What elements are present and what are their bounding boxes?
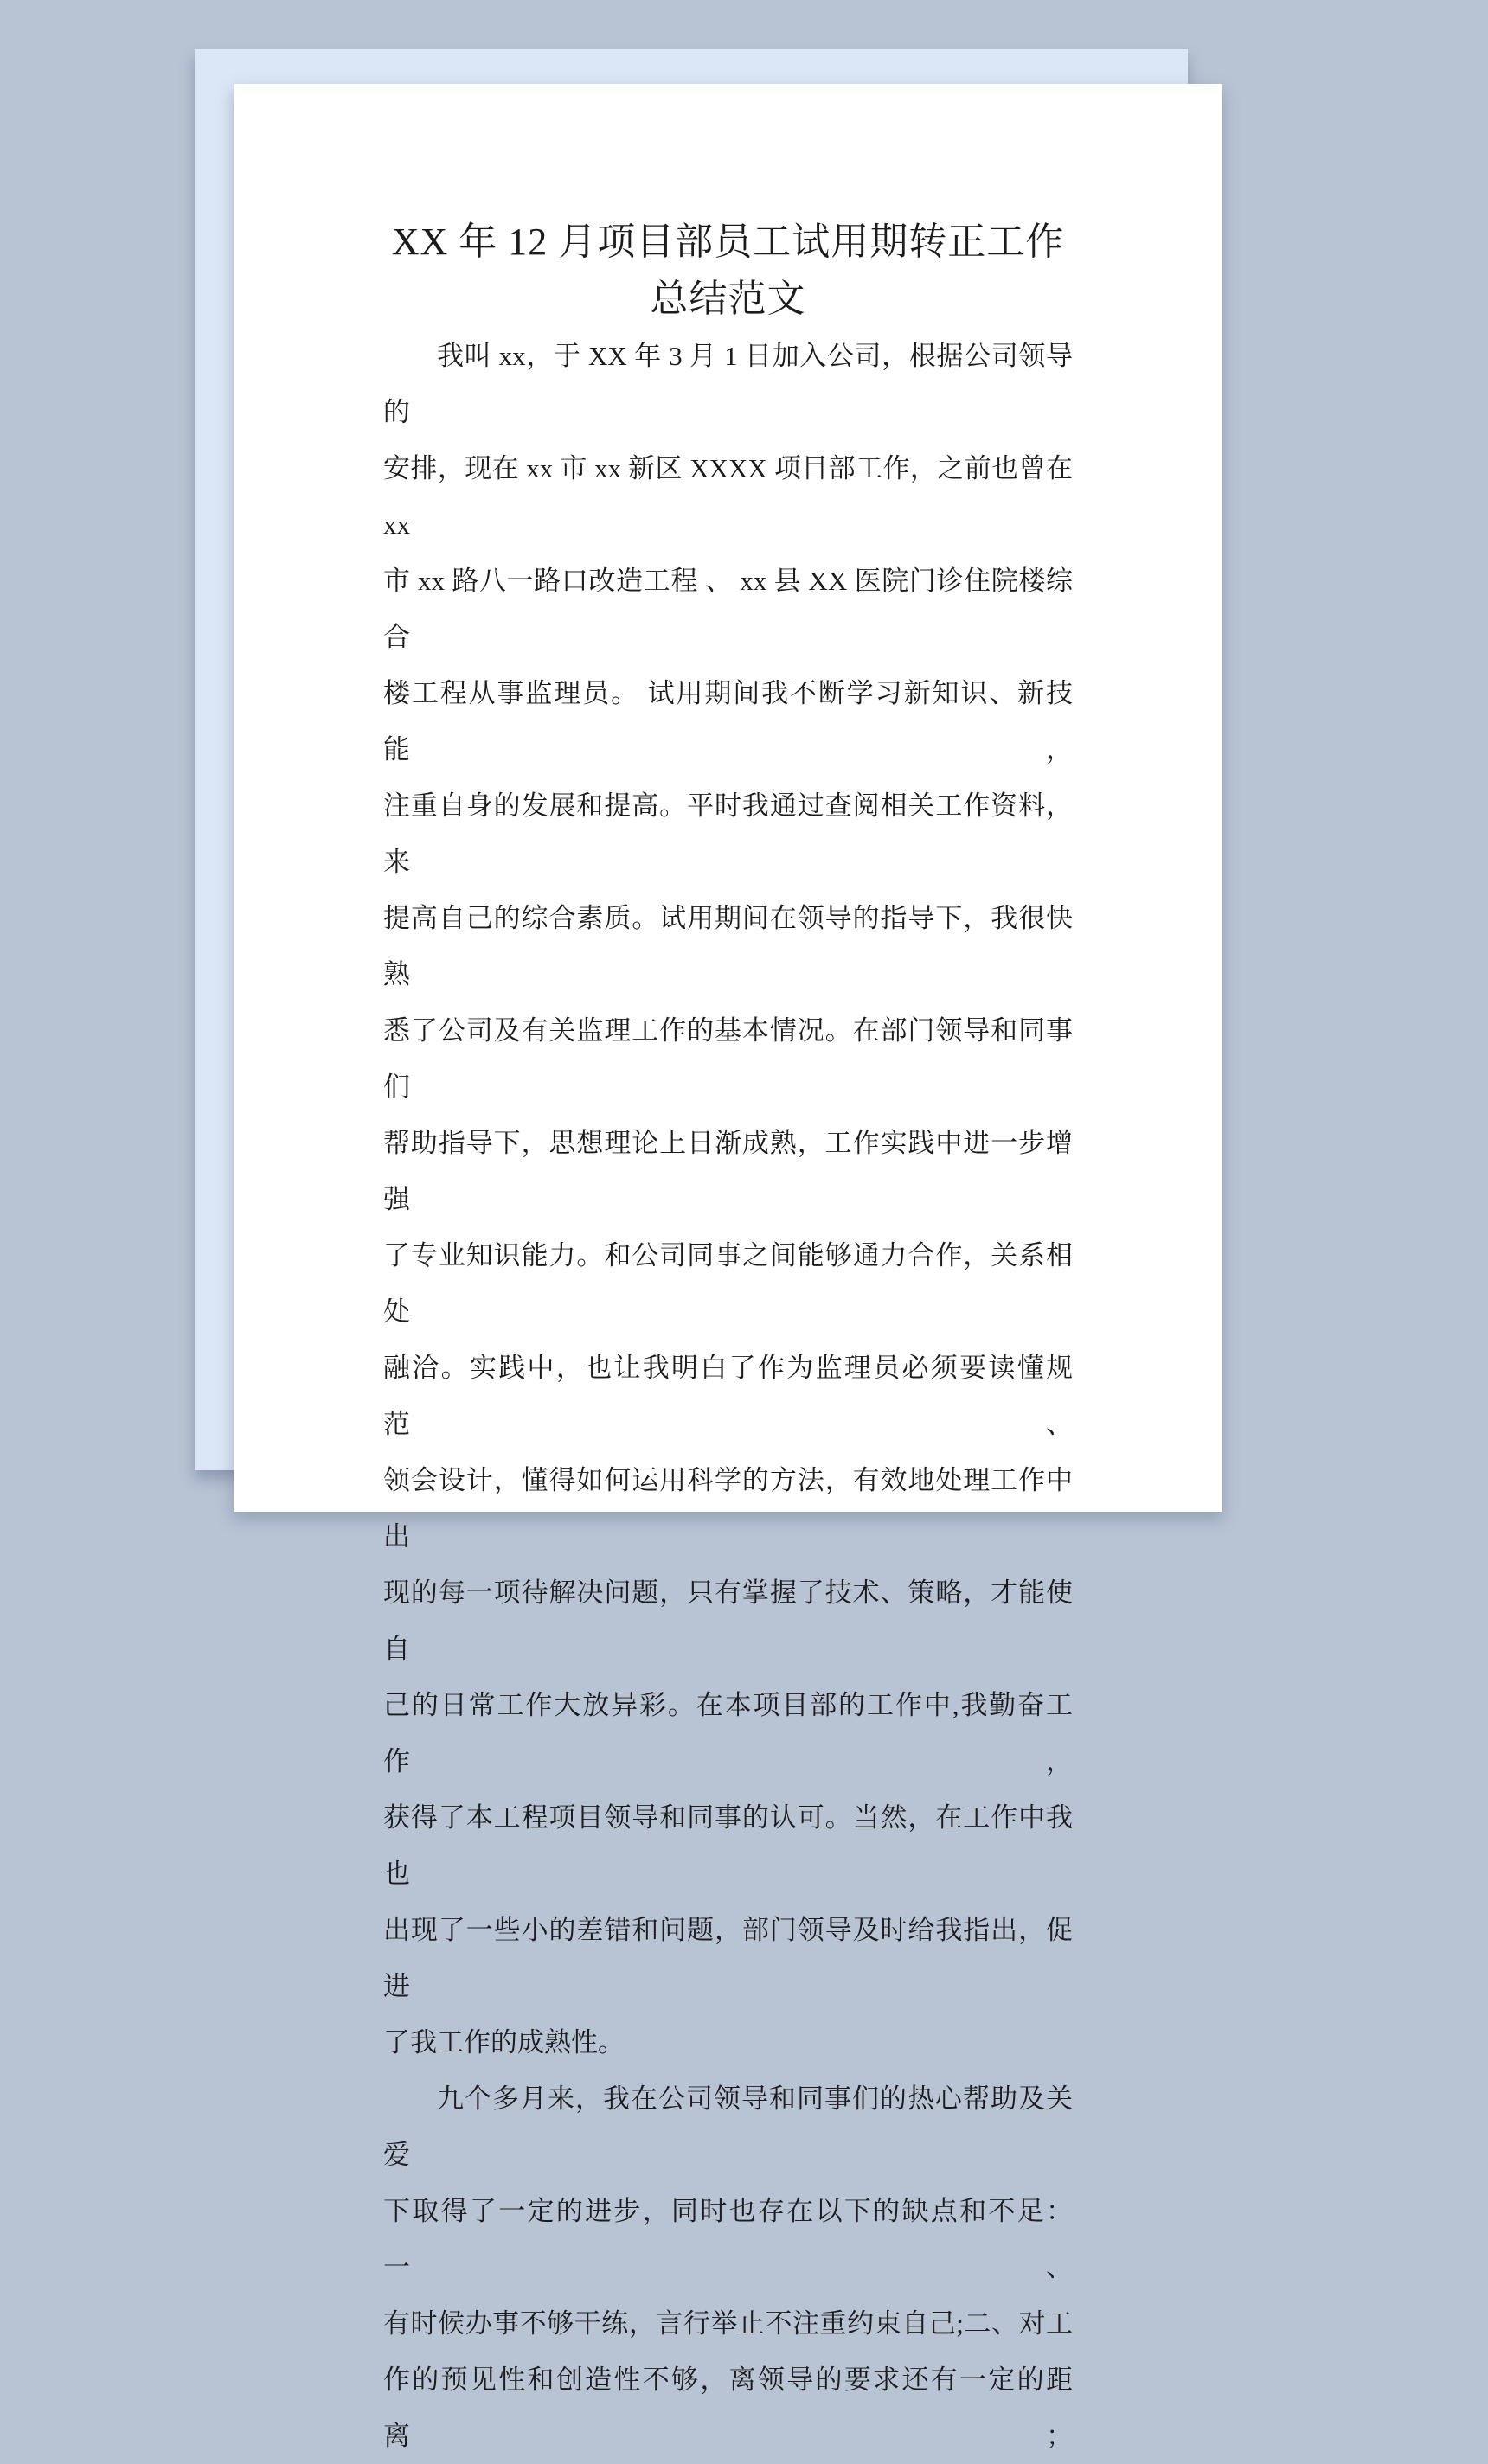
document-page [234, 84, 1222, 2451]
body-line: 市 xx 路八一路口改造工程 、 xx 县 XX 医院门诊住院楼综合 [383, 566, 1073, 652]
body-line: 领会设计，懂得如何运用科学的方法，有效地处理工作中出 [383, 1465, 1073, 1552]
document-body [383, 328, 1073, 2464]
title-line-1: XX 年 12 月项目部员工试用期转正工作 [391, 221, 1065, 263]
body-line: 下取得了一定的进步，同时也存在以下的缺点和不足：一、 [383, 2196, 1073, 2282]
body-line: 现的每一项待解决问题，只有掌握了技术、策略，才能使自 [383, 1578, 1073, 1664]
title-line-2: 总结范文 [650, 278, 806, 320]
body-line: 作的预见性和创造性不够，离领导的要求还有一定的距离； [383, 2365, 1073, 2451]
body-line: 九个多月来，我在公司领导和同事们的热心帮助及关爱 [383, 2083, 1073, 2170]
body-line: 出现了一些小的差错和问题，部门领导及时给我指出，促进 [383, 1915, 1073, 2001]
page-content [234, 84, 1222, 2451]
document-title [383, 214, 1073, 328]
body-line: 了专业知识能力。和公司同事之间能够通力合作，关系相处 [383, 1240, 1073, 1327]
body-line: 我叫 xx，于 XX 年 3 月 1 日加入公司，根据公司领导的 [383, 341, 1073, 427]
body-line: 融洽。实践中，也让我明白了作为监理员必须要读懂规范、 [383, 1353, 1073, 1439]
body-line: 安排，现在 xx 市 xx 新区 XXXX 项目部工作，之前也曾在 xx [383, 453, 1073, 540]
body-line: 注重自身的发展和提高。平时我通过查阅相关工作资料，来 [383, 790, 1073, 877]
body-line: 楼工程从事监理员。 试用期间我不断学习新知识、新技能， [383, 678, 1073, 765]
body-line: 提高自己的综合素质。试用期间在领导的指导下，我很快熟 [383, 903, 1073, 989]
body-line: 己的日常工作大放异彩。在本项目部的工作中,我勤奋工作， [383, 1690, 1073, 1776]
body-line: 悉了公司及有关监理工作的基本情况。在部门领导和同事们 [383, 1015, 1073, 1102]
body-line: 获得了本工程项目领导和同事的认可。当然，在工作中我也 [383, 1802, 1073, 1889]
body-line: 帮助指导下，思想理论上日渐成熟，工作实践中进一步增强 [383, 1128, 1073, 1214]
body-line: 了我工作的成熟性。 [383, 2027, 625, 2058]
body-line: 有时候办事不够干练，言行举止不注重约束自己;二、对工 [383, 2308, 1073, 2339]
